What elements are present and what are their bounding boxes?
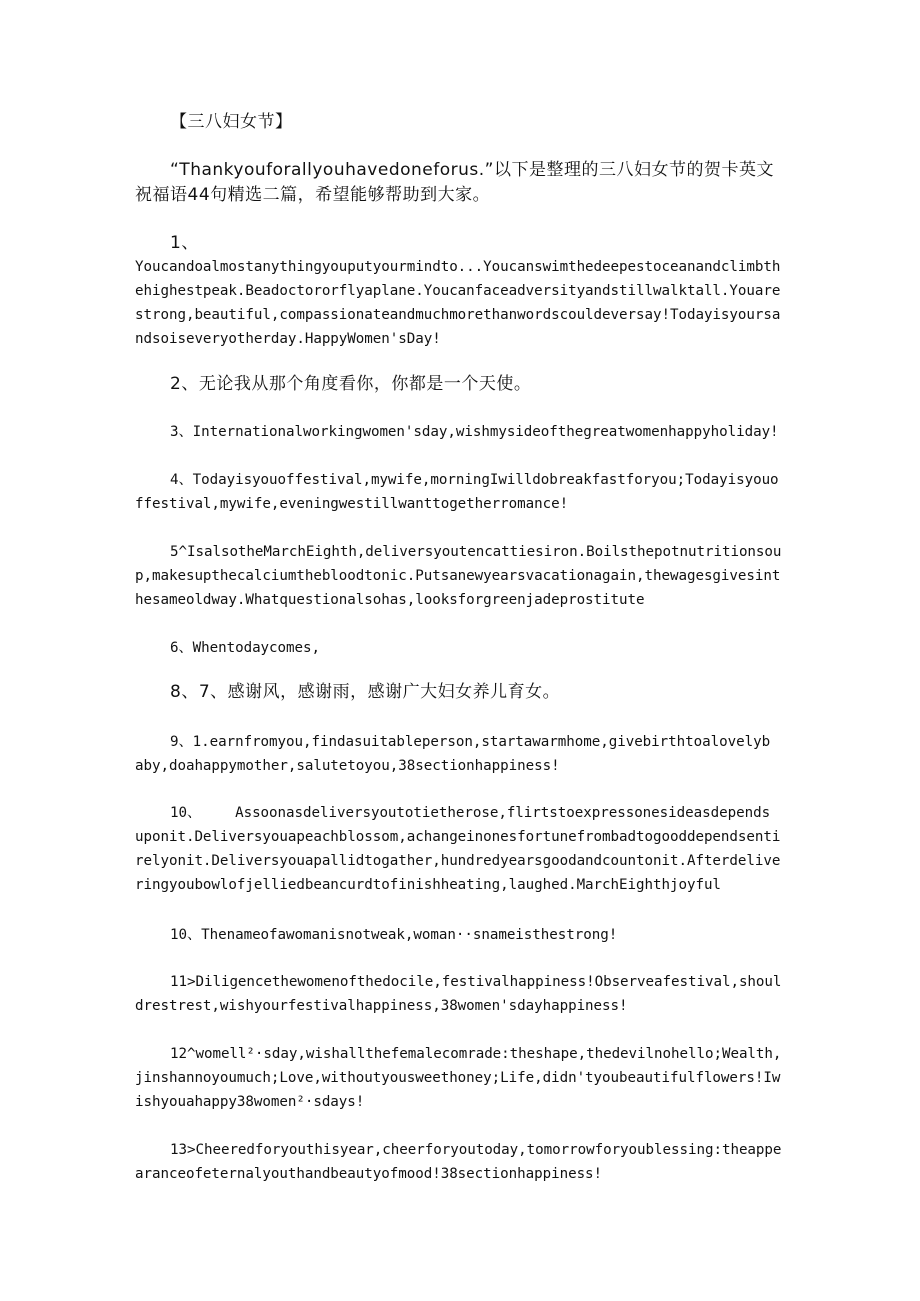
- item-line: 3、Internationalworkingwomen'sday,wishmysideofthegreatwomenhappyholiday!: [170, 424, 779, 440]
- item-line: jinshannoyoumuch;Love,withoutyousweethoney;Life,didn'tyoubeautifulflowers!Iw: [135, 1070, 781, 1086]
- item-line: 5^IsalsotheMarchEighth,deliversyoutencattiesiron.Boilsthepotnutritionsou: [170, 544, 782, 560]
- item-line: 9、1.earnfromyou,findasuitableperson,startawarmhome,givebirthtoalovelyb: [170, 734, 771, 750]
- item-line: 1、: [170, 233, 199, 253]
- item-line: 10、Thenameofawomanisnotweak,woman··snameisthestrong!: [170, 927, 618, 943]
- item-line: ringyoubowlofjelliedbeancurdtofinishheating,laughed.MarchEighthjoyful: [135, 877, 721, 893]
- item-line: ffestival,mywife,eveningwestillwanttogetherromance!: [135, 496, 569, 512]
- item-line: 2、无论我从那个角度看你，你都是一个天使。: [170, 374, 532, 394]
- item-line: 11>Diligencethewomenofthedocile,festivalhappiness!Observeafestival,shoul: [170, 974, 782, 990]
- item-line: aby,doahappymother,salutetoyou,38sectionhappiness!: [135, 758, 560, 774]
- intro-line: 祝福语44句精选二篇，希望能够帮助到大家。: [135, 185, 491, 205]
- item-line: 12^womell²·sday,wishallthefemalecomrade:theshape,thedevilnohello;Wealth,: [170, 1046, 782, 1062]
- item-line: ishyouahappy38women²·sdays!: [135, 1094, 365, 1110]
- item-line: drestrest,wishyourfestivalhappiness,38women'sdayhappiness!: [135, 998, 628, 1014]
- item-line: 10、 Assoonasdeliversyoutotietherose,flirtstoexpressonesideasdepends: [170, 805, 771, 821]
- item-line: Youcandoalmostanythingyouputyourmindto...Youcanswimthedeepestoceanandclimbth: [135, 259, 781, 275]
- item-line: 13>Cheeredforyouthisyear,cheerforyoutoday,tomorrowforyoublessing:theappe: [170, 1142, 782, 1158]
- item-line: uponit.Deliversyouapeachblossom,achangeinonesfortunefrombadtogooddependsenti: [135, 829, 781, 845]
- item-line: p,makesupthecalciumthebloodtonic.Putsanewyearsvacationagain,thewagesgivesint: [135, 568, 781, 584]
- document-title: 【三八妇女节】: [170, 112, 293, 132]
- item-line: hesameoldway.Whatquestionalsohas,looksforgreenjadeprostitute: [135, 592, 645, 608]
- item-line: 8、7、感谢风，感谢雨，感谢广大妇女养儿育女。: [170, 682, 561, 702]
- item-line: relyonit.Deliversyouapallidtogather,hundredyearsgoodandcountonit.Afterdelive: [135, 853, 781, 869]
- item-line: strong,beautiful,compassionateandmuchmorethanwordscouldeversay!Todayisyoursa: [135, 307, 781, 323]
- item-line: aranceofeternalyouthandbeautyofmood!38sectionhappiness!: [135, 1166, 603, 1182]
- item-line: ehighestpeak.Beadoctororflyaplane.Youcanfaceadversityandstillwalktall.Youare: [135, 283, 781, 299]
- item-line: ndsoiseveryotherday.HappyWomen'sDay!: [135, 331, 441, 347]
- item-line: 6、Whentodaycomes,: [170, 640, 321, 656]
- intro-line: “Thankyouforallyouhavedoneforus.”以下是整理的三八妇女节的贺卡英文: [170, 160, 774, 180]
- item-line: 4、Todayisyouoffestival,mywife,morningIwilldobreakfastforyou;Todayisyouo: [170, 472, 779, 488]
